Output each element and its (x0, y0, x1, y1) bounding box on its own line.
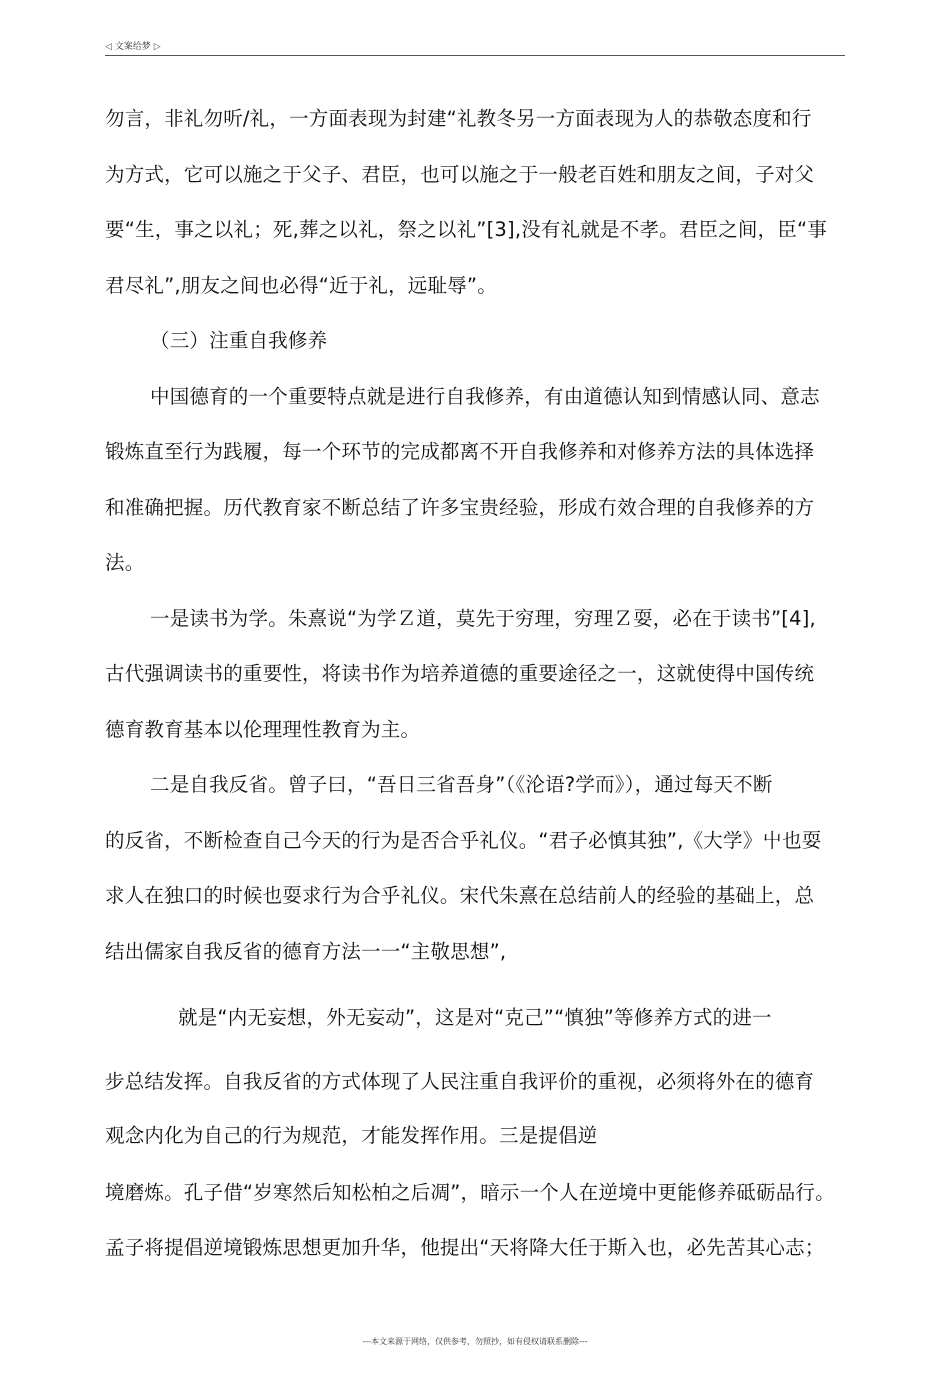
text-line: 求人在独口的时候也耍求行为合乎礼仪。宋代朱熹在总结前人的经验的基础上，总 (105, 884, 815, 907)
text-line: 二是自我反省。曾子曰，“吾日三省吾身”（《沦语?学而》），通过每天不断 (150, 773, 773, 796)
text-line: 古代强调读书的重要性，将读书作为培养道德的重要途径之一，这就使得中国传统 (105, 662, 815, 685)
left-triangle-icon: ◁ (105, 42, 112, 52)
section-heading: （三）注重自我修养 (150, 329, 328, 352)
text-line: 步总结发挥。自我反省的方式体现了人民注重自我评价的重视，必须将外在的德育 (105, 1070, 815, 1093)
page-footer: ---本文来源于网络，仅供参考，勿照抄，如有侵权请联系删除--- (362, 1337, 588, 1346)
text-line: 就是“内无妄想，外无妄动”，这是对“克己”“慎独”等修养方式的进一 (178, 1006, 772, 1029)
text-line: 的反省，不断检查自己今天的行为是否合乎礼仪。“君子必慎其独”,《大学》屮也耍 (105, 829, 822, 852)
header-rule (105, 55, 845, 56)
right-triangle-icon: ▷ (153, 42, 161, 52)
text-line: 和准确把握。历代教育家不断总结了许多宝贵经验，形成冇效合理的自我修养的方 (105, 496, 815, 519)
text-line: 结出儒家自我反省的德育方法一一“主敬思想”, (105, 940, 507, 963)
text-line: 君尽礼”,朋友之间也必得“近于礼，远耻辱”。 (105, 274, 497, 297)
text-line: 观念内化为自己的行为规范，才能发挥作用。三是提倡逆 (105, 1124, 598, 1147)
header-title: 文案给梦 (114, 42, 151, 52)
text-line: 为方式，它可以施之于父子、君臣，也可以施之于一般老百姓和朋友之间，子对父 (105, 163, 815, 186)
text-line: 法。 (105, 551, 145, 574)
page-header (105, 38, 845, 56)
text-line: 德育教育基本以伦理理性教育为主。 (105, 718, 421, 741)
text-line: 要“生，事之以礼；死,葬之以礼，祭之以礼”[3],没有礼就是不孝。君臣之间，臣“事 (105, 218, 828, 241)
text-line: 勿言，非礼勿听/礼，一方面表现为封建“礼教冬另一方面表现为人的恭敬态度和行 (105, 107, 812, 130)
text-line: 境磨炼。孔子借“岁寒然后知松柏之后凋”，暗示一个人在逆境中更能修养砥砺品行。 (105, 1181, 835, 1204)
text-line: 孟子将提倡逆境锻炼思想更加升华，他提出“天将降大任于斯入也，必先苦其心志； (105, 1236, 825, 1259)
text-line: 锻炼直至行为践履，每一个环节的完成都离不开自我修养和对修养方法的具体选择 (105, 440, 815, 463)
text-line: 中国德育的一个重要特点就是进行自我修养，有由道德认知到情感认同、意志 (150, 385, 820, 408)
text-line: 一是读书为学。朱熹说“为学Ｚ道，莫先于穷理，穷理Ｚ耍，必在于读书”[4], (150, 607, 816, 630)
